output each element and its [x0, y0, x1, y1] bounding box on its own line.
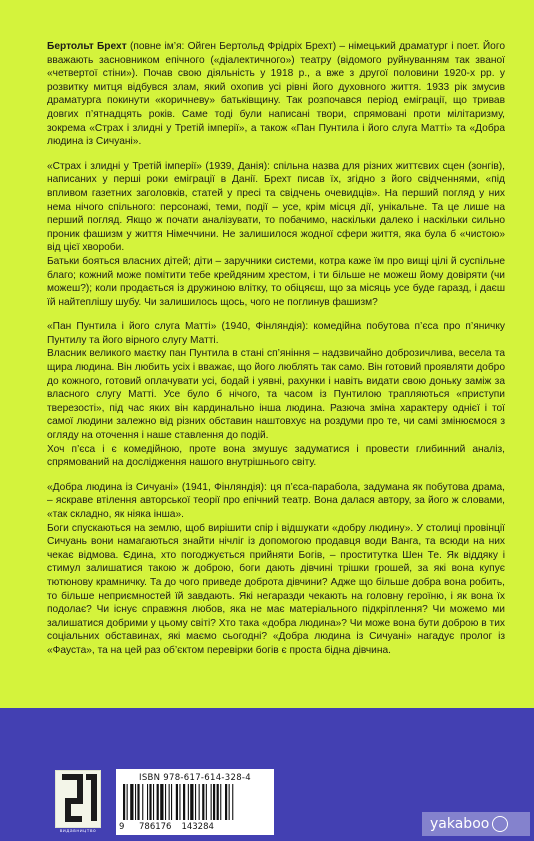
isbn-barcode	[116, 769, 274, 835]
paragraph-puntila-end: Хоч п’єса і є комедійною, проте вона змушує задуматися і провести глибинний аналіз, спрямований на дослідження нашого внутрішнього світу.	[47, 443, 505, 469]
publisher-logo-icon	[56, 771, 100, 827]
paragraph-sezuan-body: Боги спускаються на землю, щоб вирішити спір і відшукати «добру людину». У столиці провінції Сичуань вони намагаються знайти нічліг із допомогою продавця води Ванга, та всюди на них чекає відмова. Єдина, хто погоджується прийняти Богів, – проститутка Шен Те. Як віддяку і стимул залишатися такою ж доброю, боги дають дівчині трішки грошей, за які вона купує тютюнову крамничку. Та до чого приведе доброта дівчини? Адже що більше добра вона робить, то більше неприємностей їй завдають. Які негаразди чекають на головну героїню, і як вона їх подолає? Чи існує справжня любов, яка не має матеріального підкріплення? Чи можемо ми залишатися добрими у цьому світі? Хто така «добра людина»? Чи може вона бути доброю в тих соціальних обставинах, які маємо сьогодні? «Добра людина із Сичуані» нагадує пролог із «Фауста», та на цей раз об’єктом перевірки богів є проста бідна дівчина.	[47, 522, 505, 656]
publisher-logo	[55, 770, 101, 828]
isbn-number: ISBN 978-617-614-328-4	[139, 773, 251, 783]
watermark-text: yakaboo	[430, 816, 490, 832]
barcode-bars	[123, 784, 267, 822]
paragraph-puntila-intro: «Пан Пунтила і його слуга Матті» (1940, Фінляндія): комедійна побутова п’єса про п’яничку Пунтилу та його вірного слугу Матті.	[47, 321, 505, 346]
yakaboo-watermark	[422, 812, 530, 836]
paragraph-sezuan-intro: «Добра людина із Сичуані» (1941, Фінляндія): ця п’єса-парабола, задумана як побутова драма, – яскраве втілення авторської теорії про епічний театр. Вона далася автору, за його ж словами, «так складно, як ніяка інша».	[47, 481, 505, 520]
barcode-digits-group1: 786176	[139, 822, 172, 832]
annotation-text	[47, 40, 505, 700]
author-name: Бертольт Брехт	[47, 41, 127, 52]
paragraph-fear-and-misery-quote: Батьки бояться власних дітей; діти – заручники системи, котра каже їм про вищі цілі й суспільне благо; кожний може помітити тебе крейдяним хрестом, і ти більше не можеш йому довіряти (чи можеш?); коли продається із дружиною влітку, то обіцяєш, що за місяць усе буде гаразд, і даєш їй найтеплішу шубу. Чи залишилось щось, чого не поглинув фашизм?	[47, 255, 505, 308]
paragraph-author-bio	[47, 40, 505, 149]
paragraph-fear-and-misery: «Страх і злидні у Третій імперії» (1939, Данія): спільна назва для різних життєвих сцен (зонгів), написаних у перші роки еміграції в Данії. Брехт писав їх, згідно з його свідченнями, «під впливом газетних заголовків, статей у пресі та свідчень очевидців». На перший погляд у них нема нічого спільного: персонажі, теми, події – усе, крім місця дії, унікальне. Та це лише на перший погляд. Якщо ж почати аналізувати, то побачимо, наскільки далеко і наскільки сильно проник фашизм у життя Німеччини. Не залишилося жодної сфери життя, яка була б «чистою» від цієї хвороби.	[47, 160, 505, 254]
watermark-circle-icon	[492, 816, 508, 832]
author-bio-text: (повне ім’я: Ойген Бертольд Фрідріх Брехт) – німецький драматург і поет. Його вважають засновником епічного («діалектичного») театру (відомого руйнуванням так званої «четвертої стіни»). Почав свою діяльність у 1918 р., а вже з другої половини 1920-х рр. у розвитку митця відбувся злам, який охопив усі рівні його духовного життя. 1933 рік змусив драматурга покинути «коричневу» батьківщину. Так розпочався період еміграції, що тривав довгих п’ятнадцять років. Саме тоді були написані твори, спрямовані проти мілітаризму, зокрема «Страх і злидні у Третій імперії», а також «Пан Пунтила і його слуга Матті» та «Добра людина із Сичуані».	[47, 41, 505, 148]
publisher-caption: видавництво	[59, 829, 97, 834]
barcode-digits	[119, 822, 271, 832]
barcode-digits-group2: 143284	[181, 822, 214, 832]
paragraph-puntila-body: Власник великого маєтку пан Пунтила в стані сп’яніння – надзвичайно доброзичлива, весела та щира людина. Він любить усіх і вважає, що його люблять так само. Він готовий проявляти добро до кожного, готовий оплачувати усі, бодай і уявні, рахунки і навіть видати свою доньку заміж за власного слугу Матті. Усе було б нічого, та часом із Пунтилою трапляються «приступи тверезості», під час яких він кардинально інша людина. Разюча зміна характеру однієї і тої самої людини залежно від різних обставин наштовхує на роздуми про те, чи самі змінюємося з огляду на оточення і наше ставлення до подій.	[47, 348, 505, 442]
barcode-digit-first: 9	[119, 822, 125, 832]
